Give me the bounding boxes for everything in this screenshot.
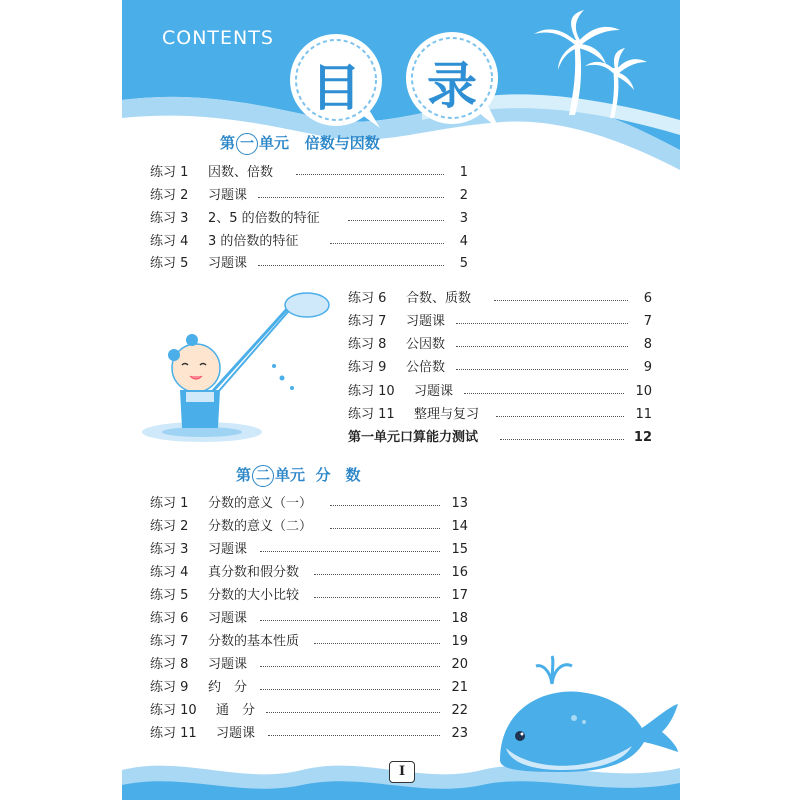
toc-row[interactable]: 练习 3 习题课 15 — [150, 542, 468, 557]
unit1-heading: 第 一 单元 倍数与因数 — [220, 132, 380, 155]
boy-illustration — [142, 293, 329, 442]
unit1-name: 倍数与因数 — [304, 134, 380, 152]
title-char-lu: 录 — [427, 57, 477, 115]
toc-row[interactable]: 练习 9 公倍数 9 — [348, 360, 652, 375]
toc-row[interactable]: 练习 4 真分数和假分数 16 — [150, 565, 468, 580]
toc-row[interactable]: 练习 1 分数的意义（一） 13 — [150, 496, 468, 511]
toc-row[interactable]: 练习 3 2、5 的倍数的特征 3 — [150, 211, 468, 226]
toc-row[interactable]: 练习 8 习题课 20 — [150, 657, 468, 672]
toc-row[interactable]: 练习 5 分数的大小比较 17 — [150, 588, 468, 603]
book-page — [122, 0, 680, 800]
unit1-test-row[interactable]: 第一单元口算能力测试 12 — [348, 430, 652, 445]
title-char-mu: 目 — [311, 59, 361, 117]
page-number: I — [389, 761, 415, 783]
contents-label: CONTENTS — [162, 27, 274, 49]
whale-illustration — [500, 656, 678, 772]
toc-row[interactable]: 练习 2 习题课 2 — [150, 188, 468, 203]
toc-row[interactable]: 练习 4 3 的倍数的特征 4 — [150, 234, 468, 249]
toc-row[interactable]: 练习 10 通 分 22 — [150, 703, 468, 718]
toc-row[interactable]: 练习 6 习题课 18 — [150, 611, 468, 626]
toc-row[interactable]: 练习 8 公因数 8 — [348, 337, 652, 352]
toc-row[interactable]: 练习 2 分数的意义（二） 14 — [150, 519, 468, 534]
toc-row[interactable]: 练习 7 分数的基本性质 19 — [150, 634, 468, 649]
toc-row[interactable]: 练习 11 习题课 23 — [150, 726, 468, 741]
unit2-heading: 第 二 单元 分 数 — [236, 464, 361, 487]
unit1-number: 一 — [236, 133, 258, 155]
toc-row[interactable]: 练习 7 习题课 7 — [348, 314, 652, 329]
toc-row[interactable]: 练习 6 合数、质数 6 — [348, 291, 652, 306]
unit2-name: 分 数 — [315, 466, 361, 484]
unit2-number: 二 — [252, 465, 274, 487]
toc-row[interactable]: 练习 1 因数、倍数 1 — [150, 165, 468, 180]
toc-row[interactable]: 练习 9 约 分 21 — [150, 680, 468, 695]
toc-row[interactable]: 练习 10 习题课 10 — [348, 384, 652, 399]
toc-row[interactable]: 练习 5 习题课 5 — [150, 256, 468, 271]
toc-row[interactable]: 练习 11 整理与复习 11 — [348, 407, 652, 422]
